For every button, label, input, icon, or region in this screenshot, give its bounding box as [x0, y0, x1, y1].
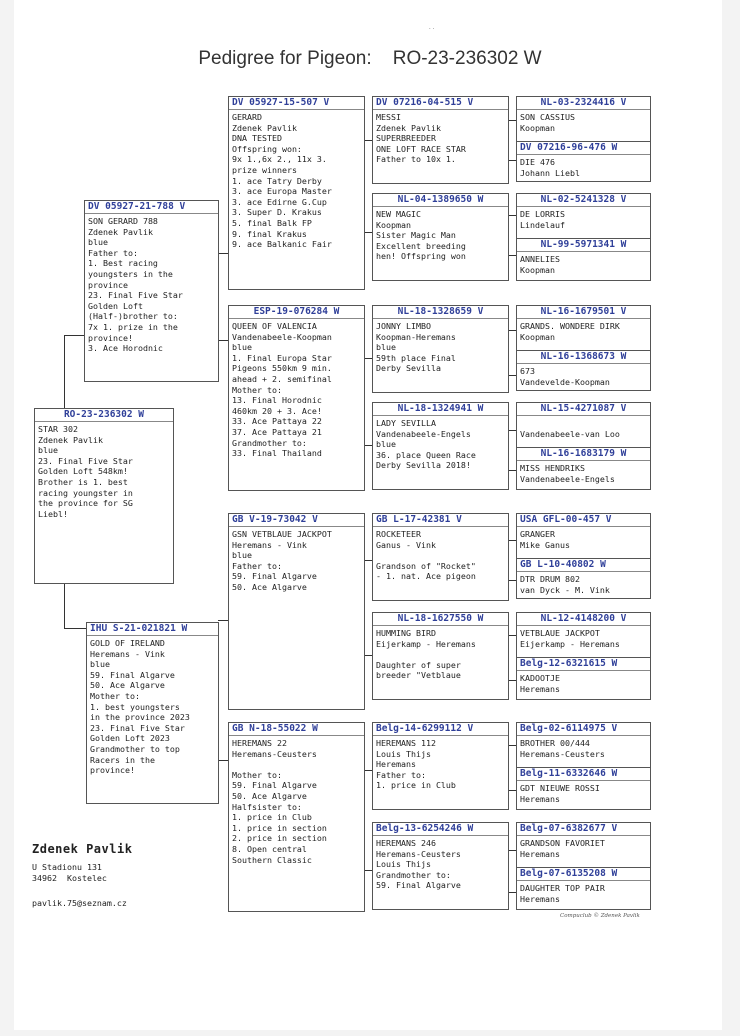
connector-line — [364, 655, 372, 656]
connector-line — [508, 375, 516, 376]
ring-number: USA GFL-00-457 V — [517, 514, 650, 527]
connector-line — [364, 140, 372, 141]
ring-number: GB L-17-42381 V — [373, 514, 508, 527]
gen4-pair-card — [516, 402, 651, 490]
sire-card — [84, 200, 219, 382]
pigeon-description: JONNY LIMBO Koopman-Heremans blue 59th place Final Derby Sevilla — [376, 321, 456, 374]
ring-number: DV 05927-15-507 V — [229, 97, 364, 110]
gen4-pair-card — [516, 722, 651, 810]
connector-line — [508, 745, 516, 746]
dam-description: GOLD OF IRELAND Heremans - Vink blue 59. Final Algarve 50. Ace Algarve Mother to: 1. best youngsters in the province 2023 23. Final Five Star Golden Loft 2023 Grandmother to top Racers in the province! — [90, 638, 190, 776]
top-mark: .. — [428, 24, 436, 31]
ring-number: NL-03-2324416 V — [517, 97, 650, 110]
gen4-pair-card — [516, 193, 651, 281]
connector-line — [364, 870, 372, 871]
pigeon-description: GRANDSON FAVORIET Heremans — [520, 838, 605, 859]
gen4-pair-card — [516, 305, 651, 391]
pigeon-description: HUMMING BIRD Eijerkamp - Heremans Daughter of super breeder "Vetblaue — [376, 628, 476, 681]
pigeon-description: Vandenabeele-van Loo — [520, 428, 620, 439]
pigeon-description: ROCKETEER Ganus - Vink Grandson of "Rocket" - 1. nat. Ace pigeon — [376, 529, 476, 582]
great-grandparent-card — [372, 305, 509, 393]
ring-number: NL-12-4148200 V — [517, 613, 650, 626]
connector-line — [364, 445, 372, 446]
grandsire-paternal-card — [228, 96, 365, 290]
great-grandparent-card — [372, 612, 509, 700]
ring-number: GB N-18-55022 W — [229, 723, 364, 736]
grandsire-maternal-card — [228, 513, 365, 710]
pigeon-description: HEREMANS 22 Heremans-Ceusters Mother to: 59. Final Algarve 50. Ace Algarve Halfsister to: 1. price in Club 1. price in section 2. price in section 8. Open central Southern Classic — [232, 738, 327, 865]
gen4-pair-card — [516, 513, 651, 599]
connector-line — [364, 560, 372, 561]
sire-ring-number: DV 05927-21-788 V — [85, 201, 218, 214]
ring-number: ESP-19-076284 W — [229, 306, 364, 319]
connector-line — [218, 253, 228, 254]
owner-address: U Stadionu 131 34962 Kostelec — [32, 862, 107, 883]
ring-number: NL-18-1627550 W — [373, 613, 508, 626]
pigeon-description: MISS HENDRIKS Vandenabeele-Engels — [520, 463, 615, 484]
page-title: Pedigree for Pigeon: RO-23-236302 W — [198, 48, 542, 69]
subject-ring-number: RO-23-236302 W — [35, 409, 173, 422]
connector-line — [508, 790, 516, 791]
connector-line — [64, 335, 84, 336]
ring-number: Belg-02-6114975 V — [517, 723, 650, 736]
connector-line — [64, 335, 65, 409]
pigeon-description: DTR DRUM 802 van Dyck - M. Vink — [520, 574, 610, 595]
connector-line — [508, 255, 516, 256]
pigeon-description: NEW MAGIC Koopman Sister Magic Man Excellent breeding hen! Offspring won — [376, 209, 466, 262]
ring-number: Belg-07-6382677 V — [517, 823, 650, 836]
ring-number: NL-04-1389650 W — [373, 194, 508, 207]
connector-line — [64, 628, 86, 629]
owner-block — [32, 842, 132, 908]
subject-pigeon-card — [34, 408, 174, 584]
pigeon-description: ANNELIES Koopman — [520, 254, 560, 275]
pigeon-description: DIE 476 Johann Liebl — [520, 157, 580, 178]
great-grandparent-card — [372, 722, 509, 810]
pigeon-description: MESSI Zdenek Pavlik SUPERBREEDER ONE LOFT RACE STAR Father to 10x 1. — [376, 112, 466, 165]
connector-line — [364, 358, 372, 359]
connector-line — [364, 770, 372, 771]
footer-credit: Compuclub © Zdenek Pavlik — [560, 913, 640, 919]
connector-line — [508, 580, 516, 581]
pigeon-description: VETBLAUE JACKPOT Eijerkamp - Heremans — [520, 628, 620, 649]
ring-number: NL-99-5971341 W — [517, 239, 650, 252]
great-grandparent-card — [372, 96, 509, 184]
connector-line — [508, 215, 516, 216]
connector-line — [218, 340, 228, 341]
ring-number: GB V-19-73042 V — [229, 514, 364, 527]
ring-number: DV 07216-04-515 V — [373, 97, 508, 110]
granddam-paternal-card — [228, 305, 365, 491]
ring-number: NL-16-1679501 V — [517, 306, 650, 319]
great-grandparent-card — [372, 822, 509, 910]
ring-number: Belg-12-6321615 W — [517, 658, 650, 671]
ring-number: NL-16-1683179 W — [517, 448, 650, 461]
pigeon-description: HEREMANS 112 Louis Thijs Heremans Father to: 1. price in Club — [376, 738, 456, 791]
pigeon-description: QUEEN OF VALENCIA Vandenabeele-Koopman blue 1. Final Europa Star Pigeons 550km 9 min. ahead + 2. semifinal Mother to: 13. Final Horodnic 460km 20 + 3. Ace! 33. Ace Pattaya 22 37. Ace Pattaya 21 Grandmother to: 33. Final Thailand — [232, 321, 332, 459]
connector-line — [508, 330, 516, 331]
ring-number: GB L-10-40802 W — [517, 559, 650, 572]
pigeon-description: KADOOTJE Heremans — [520, 673, 560, 694]
subject-description: STAR 302 Zdenek Pavlik blue 23. Final Five Star Golden Loft 548km! Brother is 1. best racing youngster in the province for SG Liebl! — [38, 424, 133, 519]
connector-line — [508, 470, 516, 471]
ring-number: NL-15-4271087 V — [517, 403, 650, 416]
ring-number: NL-02-5241328 V — [517, 194, 650, 207]
connector-line — [218, 620, 228, 621]
connector-line — [508, 680, 516, 681]
ring-number: DV 07216-96-476 W — [517, 142, 650, 155]
dam-ring-number: IHU S-21-021821 W — [87, 623, 218, 636]
pigeon-description: GDT NIEUWE ROSSI Heremans — [520, 783, 600, 804]
pigeon-description: LADY SEVILLA Vandenabeele-Engels blue 36. place Queen Race Derby Sevilla 2018! — [376, 418, 476, 471]
connector-line — [508, 892, 516, 893]
ring-number: Belg-14-6299112 V — [373, 723, 508, 736]
gen4-pair-card — [516, 96, 651, 182]
pigeon-description: DAUGHTER TOP PAIR Heremans — [520, 883, 605, 904]
connector-line — [508, 120, 516, 121]
connector-line — [364, 232, 372, 233]
connector-line — [218, 760, 228, 761]
ring-number: NL-18-1328659 V — [373, 306, 508, 319]
owner-name: Zdenek Pavlik — [32, 842, 133, 856]
dam-card — [86, 622, 219, 804]
pigeon-description: GSN VETBLAUE JACKPOT Heremans - Vink blue Father to: 59. Final Algarve 50. Ace Algarve — [232, 529, 332, 592]
connector-line — [508, 850, 516, 851]
ring-number: Belg-11-6332646 W — [517, 768, 650, 781]
owner-email: pavlik.75@seznam.cz — [32, 898, 127, 908]
great-grandparent-card — [372, 402, 509, 490]
connector-line — [508, 540, 516, 541]
great-grandparent-card — [372, 513, 509, 601]
ring-number: NL-16-1368673 W — [517, 351, 650, 364]
pigeon-description: DE LORRIS Lindelauf — [520, 209, 565, 230]
pigeon-description: BROTHER 00/444 Heremans-Ceusters — [520, 738, 605, 759]
gen4-pair-card — [516, 822, 651, 910]
pigeon-description: HEREMANS 246 Heremans-Ceusters Louis Thijs Grandmother to: 59. Final Algarve — [376, 838, 461, 891]
ring-number: Belg-13-6254246 W — [373, 823, 508, 836]
pigeon-description: GRANGER Mike Ganus — [520, 529, 570, 550]
granddam-maternal-card — [228, 722, 365, 912]
pigeon-description: 673 Vandevelde-Koopman — [520, 366, 610, 387]
connector-line — [508, 160, 516, 161]
great-grandparent-card — [372, 193, 509, 281]
connector-line — [508, 430, 516, 431]
connector-line — [64, 583, 65, 628]
connector-line — [508, 635, 516, 636]
pigeon-description: GRANDS. WONDERE DIRK Koopman — [520, 321, 620, 342]
sire-description: SON GERARD 788 Zdenek Pavlik blue Father to: 1. Best racing youngsters in the province 23. Final Five Star Golden Loft (Half-)brother to: 7x 1. prize in the province! 3. Ace Horodnic — [88, 216, 183, 354]
ring-number: NL-18-1324941 W — [373, 403, 508, 416]
pigeon-description: GERARD Zdenek Pavlik DNA TESTED Offspring won: 9x 1.,6x 2., 11x 3. prize winners 1. ace Tatry Derby 3. ace Europa Master 3. ace Edirne G.Cup 3. Super D. Krakus 5. final Balk FP 9. final Krakus 9. ace Balkanic Fair — [232, 112, 332, 250]
gen4-pair-card — [516, 612, 651, 700]
pigeon-description: SON CASSIUS Koopman — [520, 112, 575, 133]
ring-number: Belg-07-6135208 W — [517, 868, 650, 881]
